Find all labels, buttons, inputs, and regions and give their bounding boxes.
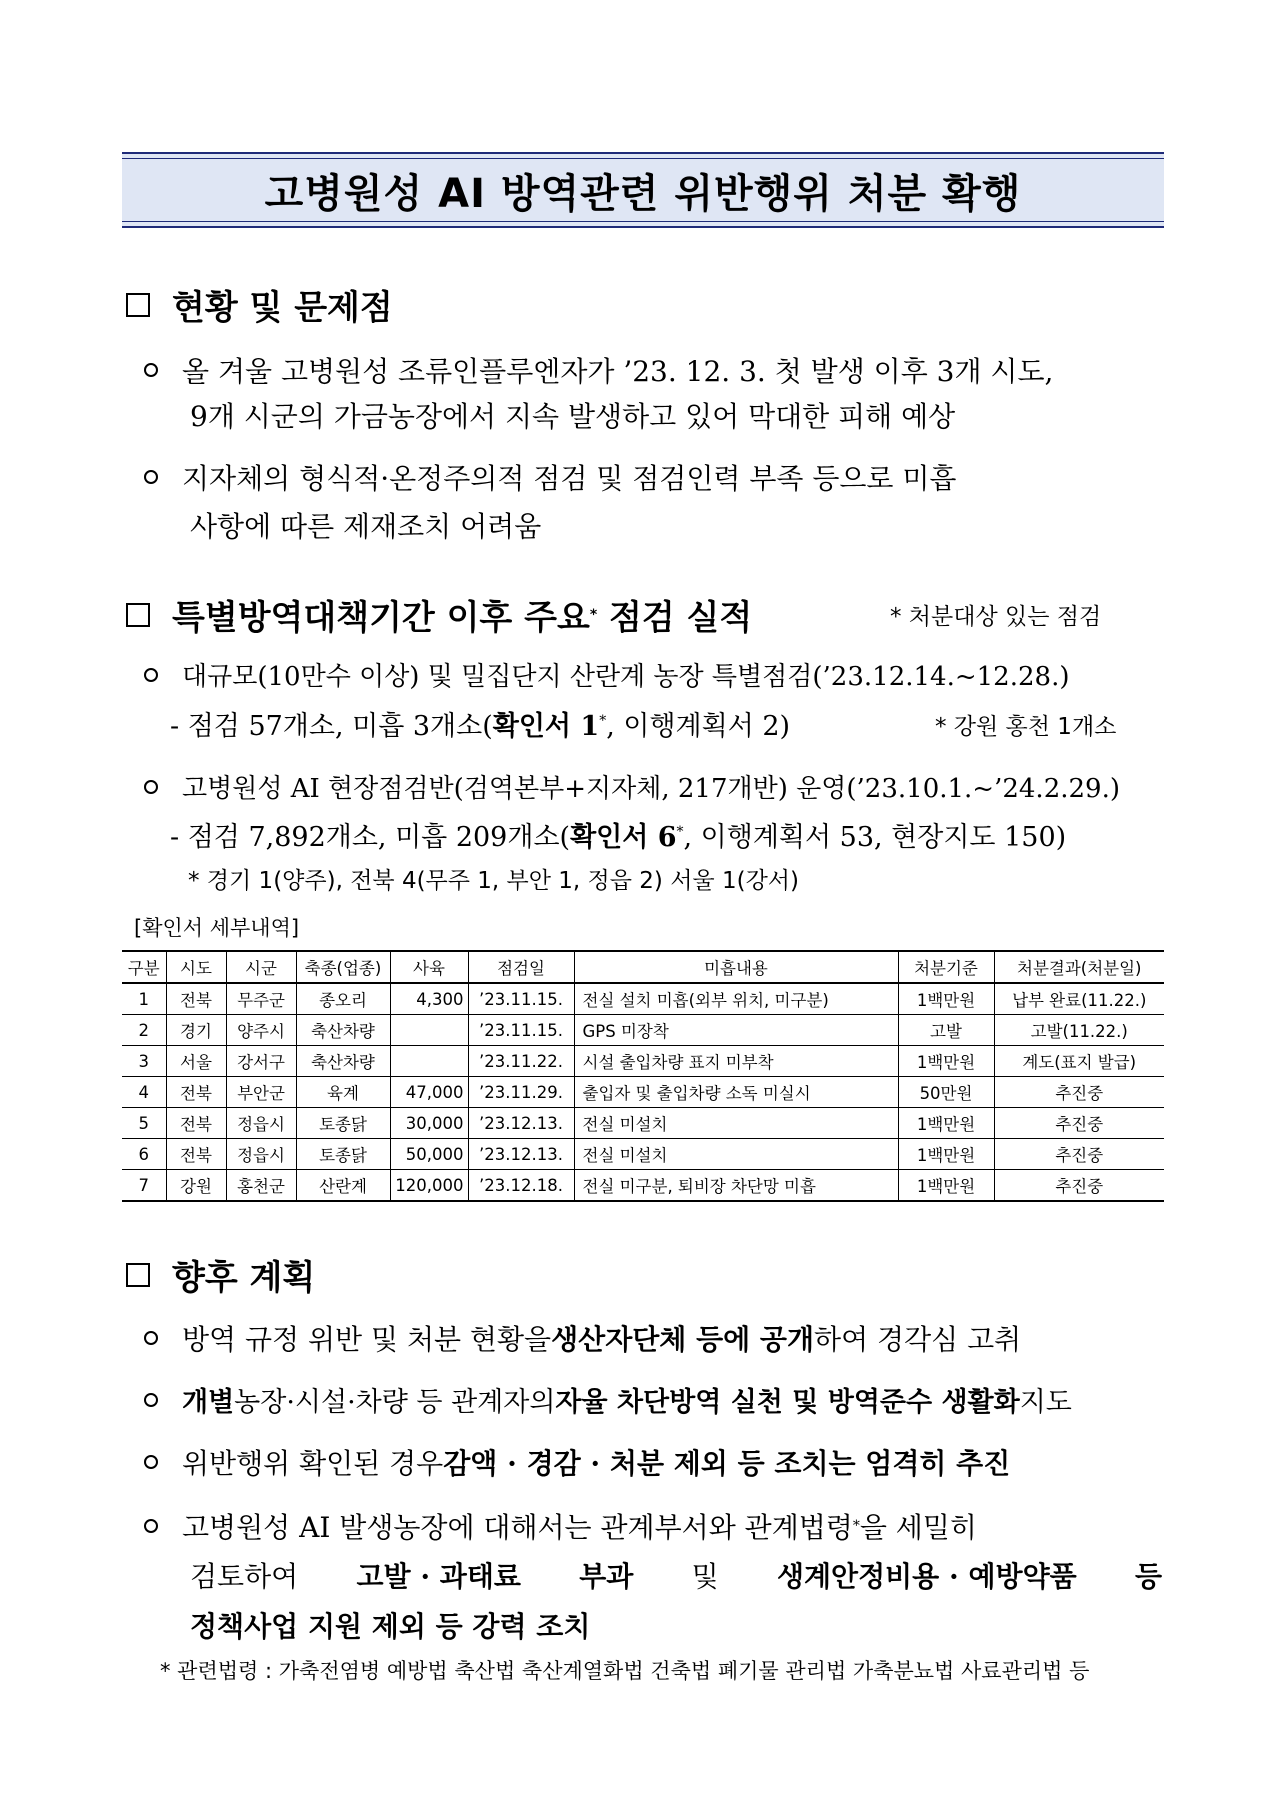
- table-cell: 50만원: [898, 1077, 994, 1108]
- results-bullet-2-detail: [170, 815, 1066, 854]
- circle-bullet-icon: [144, 363, 158, 377]
- plan-bold: 감액 · 경감 · 처분 제외 등 조치는 엄격히 추진: [443, 1447, 1011, 1480]
- section-heading-results-text: 특별방역대책기간 이후 주요: [172, 598, 590, 638]
- table-cell: 고발: [898, 1015, 994, 1046]
- table-cell: 정읍시: [226, 1108, 296, 1139]
- heading-footnote-mark: *: [589, 606, 598, 623]
- table-cell: [390, 1046, 468, 1077]
- circle-bullet-icon: [144, 470, 158, 484]
- plan-bullet-4-line-3: [190, 1605, 590, 1645]
- section-heading-plan: [126, 1250, 315, 1299]
- table-cell: 경기: [166, 1015, 226, 1046]
- plan-word-bold: 생계안정비용 · 예방약품: [776, 1560, 1077, 1593]
- circle-bullet-icon: [144, 1519, 158, 1533]
- table-cell: 1백만원: [898, 1046, 994, 1077]
- table-cell: ’23.11.15.: [468, 983, 574, 1015]
- table-cell: ’23.12.13.: [468, 1139, 574, 1170]
- table-cell: 전북: [166, 1077, 226, 1108]
- status-bullet-2-line-2: 사항에 따른 제재조치 어려움: [190, 510, 542, 543]
- table-cell: 토종닭: [296, 1108, 390, 1139]
- table-row: [122, 1015, 1164, 1046]
- section-heading-status: [126, 280, 393, 329]
- table-cell: 4,300: [390, 983, 468, 1015]
- table-cell: ’23.12.18.: [468, 1170, 574, 1202]
- table-cell: 축산차량: [296, 1046, 390, 1077]
- detail-bold: 확인서 1: [492, 711, 600, 742]
- table-cell: 시설 출입차량 표지 미부착: [574, 1046, 898, 1077]
- checkbox-square-icon: [126, 603, 150, 627]
- table-cell: 1백만원: [898, 1170, 994, 1202]
- table-cell: 육계: [296, 1077, 390, 1108]
- status-bullet-2-line-1: 지자체의 형식적·온정주의적 점검 및 점검인력 부족 등으로 미흡: [182, 462, 957, 495]
- col-header: 축종(업종): [296, 951, 390, 983]
- col-header: 시군: [226, 951, 296, 983]
- table-cell: 전북: [166, 1108, 226, 1139]
- plan-text: 방역 규정 위반 및 처분 현황을: [182, 1323, 552, 1356]
- results-bullet-2-note: * 경기 1(양주), 전북 4(무주 1, 부안 1, 정읍 2) 서울 1(강서): [188, 868, 799, 894]
- table-cell: 추진중: [994, 1077, 1164, 1108]
- plan-word-bold: 등: [1134, 1560, 1162, 1593]
- table-cell: 120,000: [390, 1170, 468, 1202]
- plan-bullet-4: [144, 1506, 977, 1546]
- table-row: [122, 1077, 1164, 1108]
- plan-bullet-4-line-2: [190, 1555, 1162, 1595]
- plan-text-end: 을 세밀히: [859, 1511, 977, 1544]
- section-heading-plan-text: 향후 계획: [172, 1258, 316, 1298]
- table-cell: ’23.11.15.: [468, 1015, 574, 1046]
- table-cell: 3: [122, 1046, 166, 1077]
- detail-text-end: , 이행계획서 2): [606, 711, 791, 742]
- plan-bold: 자율 차단방역 실천 및 방역준수 생활화: [555, 1387, 1020, 1418]
- detail-text-end: , 이행계획서 53, 현장지도 150): [683, 822, 1067, 853]
- results-bullet-1: [144, 656, 1069, 693]
- col-header: 점검일: [468, 951, 574, 983]
- document-title-box: [122, 152, 1164, 228]
- table-cell: 전실 미설치: [574, 1139, 898, 1170]
- col-header: 처분기준: [898, 951, 994, 983]
- checkbox-square-icon: [126, 1263, 150, 1287]
- circle-bullet-icon: [144, 1455, 158, 1469]
- table-cell: 1백만원: [898, 1139, 994, 1170]
- table-cell: 종오리: [296, 983, 390, 1015]
- plan-word-bold: 부과: [579, 1560, 634, 1593]
- plan-text: 위반행위 확인된 경우: [182, 1447, 444, 1480]
- detail-mark: *: [599, 713, 607, 729]
- results-bullet-1-detail: [170, 704, 790, 743]
- table-cell: 강원: [166, 1170, 226, 1202]
- table-cell: 전실 설치 미흡(외부 위치, 미구분): [574, 983, 898, 1015]
- table-cell: 강서구: [226, 1046, 296, 1077]
- plan-text-end: 하여 경각심 고취: [814, 1323, 1022, 1356]
- circle-bullet-icon: [144, 668, 158, 682]
- table-cell: 추진중: [994, 1170, 1164, 1202]
- table-cell: 50,000: [390, 1139, 468, 1170]
- results-heading-note: * 처분대상 있는 점검: [890, 604, 1102, 630]
- plan-mark: *: [852, 1518, 860, 1534]
- circle-bullet-icon: [144, 1331, 158, 1345]
- status-bullet-1-cont: [190, 395, 955, 435]
- table-row: [122, 1108, 1164, 1139]
- checkbox-square-icon: [126, 293, 150, 317]
- col-header: 사육: [390, 951, 468, 983]
- detail-text: - 점검 57개소, 미흡 3개소(: [170, 711, 493, 742]
- table-cell: 홍천군: [226, 1170, 296, 1202]
- table-row: [122, 1046, 1164, 1077]
- results-bullet-1-text: 대규모(10만수 이상) 및 밀집단지 산란계 농장 특별점검(’23.12.14.~12.28.): [182, 662, 1070, 692]
- col-header: 시도: [166, 951, 226, 983]
- results-bullet-1-note: * 강원 홍천 1개소: [935, 714, 1117, 740]
- plan-bold: 정책사업 지원 제외 등 강력 조치: [190, 1610, 591, 1643]
- table-cell: 전실 미구분, 퇴비장 차단망 미흡: [574, 1170, 898, 1202]
- plan-text: 고병원성 AI 발생농장에 대해서는 관계부서와 관계법령: [182, 1511, 853, 1544]
- document-title: 고병원성 AI 방역관련 위반행위 처분 확행: [264, 170, 1022, 217]
- table-row: [122, 1170, 1164, 1202]
- table-cell: 전북: [166, 1139, 226, 1170]
- col-header: 처분결과(처분일): [994, 951, 1164, 983]
- plan-word: 및: [691, 1560, 719, 1593]
- plan-word: 검토하여: [190, 1560, 299, 1593]
- status-bullet-2-cont: [190, 505, 541, 545]
- table-cell: 4: [122, 1077, 166, 1108]
- detail-bold: 확인서 6: [570, 822, 677, 853]
- table-cell: GPS 미장착: [574, 1015, 898, 1046]
- status-bullet-1: [144, 350, 1164, 390]
- table-cell: 서울: [166, 1046, 226, 1077]
- table-cell: 납부 완료(11.22.): [994, 983, 1164, 1015]
- table-cell: 47,000: [390, 1077, 468, 1108]
- results-bullet-2: [144, 768, 1120, 805]
- confirmation-details-table: [122, 950, 1164, 1202]
- plan-bullet-3: [144, 1442, 1010, 1482]
- plan-text: 농장·시설·차량 등 관계자의: [234, 1387, 556, 1418]
- table-cell: 계도(표지 발급): [994, 1046, 1164, 1077]
- status-bullet-1-line-2: 9개 시군의 가금농장에서 지속 발생하고 있어 막대한 피해 예상: [190, 400, 956, 433]
- table-cell: 산란계: [296, 1170, 390, 1202]
- table-cell: [390, 1015, 468, 1046]
- results-bullet-2-text: 고병원성 AI 현장점검반(검역본부+지자체, 217개반) 운영(’23.10.1.~’24.2.29.): [182, 774, 1120, 804]
- table-cell: 고발(11.22.): [994, 1015, 1164, 1046]
- plan-text-end: 지도: [1019, 1387, 1072, 1418]
- table-cell: ’23.11.29.: [468, 1077, 574, 1108]
- table-cell: 6: [122, 1139, 166, 1170]
- circle-bullet-icon: [144, 1393, 158, 1407]
- status-bullet-2: [144, 457, 956, 497]
- table-cell: 7: [122, 1170, 166, 1202]
- detail-mark: *: [676, 824, 684, 840]
- detail-text: - 점검 7,892개소, 미흡 209개소(: [170, 822, 571, 853]
- table-row: [122, 983, 1164, 1015]
- col-header: 구분: [122, 951, 166, 983]
- status-bullet-1-line-1: 올 겨울 고병원성 조류인플루엔자가 ’23. 12. 3. 첫 발생 이후 3개 시도,: [182, 355, 1054, 388]
- footnote-related-laws: * 관련법령 : 가축전염병 예방법 축산법 축산계열화법 건축법 폐기물 관리법 가축분뇨법 사료관리법 등: [160, 1659, 1090, 1683]
- table-cell: ’23.11.22.: [468, 1046, 574, 1077]
- table-cell: 토종닭: [296, 1139, 390, 1170]
- table-cell: 전북: [166, 983, 226, 1015]
- table-cell: 전실 미설치: [574, 1108, 898, 1139]
- table-cell: 축산차량: [296, 1015, 390, 1046]
- table-cell: 2: [122, 1015, 166, 1046]
- table-cell: 1: [122, 983, 166, 1015]
- plan-bullet-1: [144, 1318, 1021, 1358]
- table-cell: 부안군: [226, 1077, 296, 1108]
- table-cell: 30,000: [390, 1108, 468, 1139]
- table-row: [122, 1139, 1164, 1170]
- table-cell: 추진중: [994, 1139, 1164, 1170]
- plan-bold: 생산자단체 등에 공개: [551, 1323, 815, 1356]
- col-header: 미흡내용: [574, 951, 898, 983]
- plan-word-bold: 고발 · 과태료: [356, 1560, 521, 1593]
- section-heading-status-text: 현황 및 문제점: [172, 288, 393, 328]
- table-cell: 무주군: [226, 983, 296, 1015]
- section-heading-results-tail: 점검 실적: [608, 598, 753, 638]
- table-cell: 출입자 및 출입차량 소독 미실시: [574, 1077, 898, 1108]
- section-heading-results: [126, 590, 752, 639]
- plan-bold: 개별: [182, 1387, 235, 1418]
- table-cell: 양주시: [226, 1015, 296, 1046]
- plan-bullet-2: [144, 1380, 1072, 1419]
- table-cell: 5: [122, 1108, 166, 1139]
- table-header-row: [122, 951, 1164, 983]
- table-cell: 추진중: [994, 1108, 1164, 1139]
- table-caption: [확인서 세부내역]: [134, 916, 300, 940]
- table-cell: 정읍시: [226, 1139, 296, 1170]
- table-cell: 1백만원: [898, 983, 994, 1015]
- table-cell: ’23.12.13.: [468, 1108, 574, 1139]
- table-cell: 1백만원: [898, 1108, 994, 1139]
- circle-bullet-icon: [144, 780, 158, 794]
